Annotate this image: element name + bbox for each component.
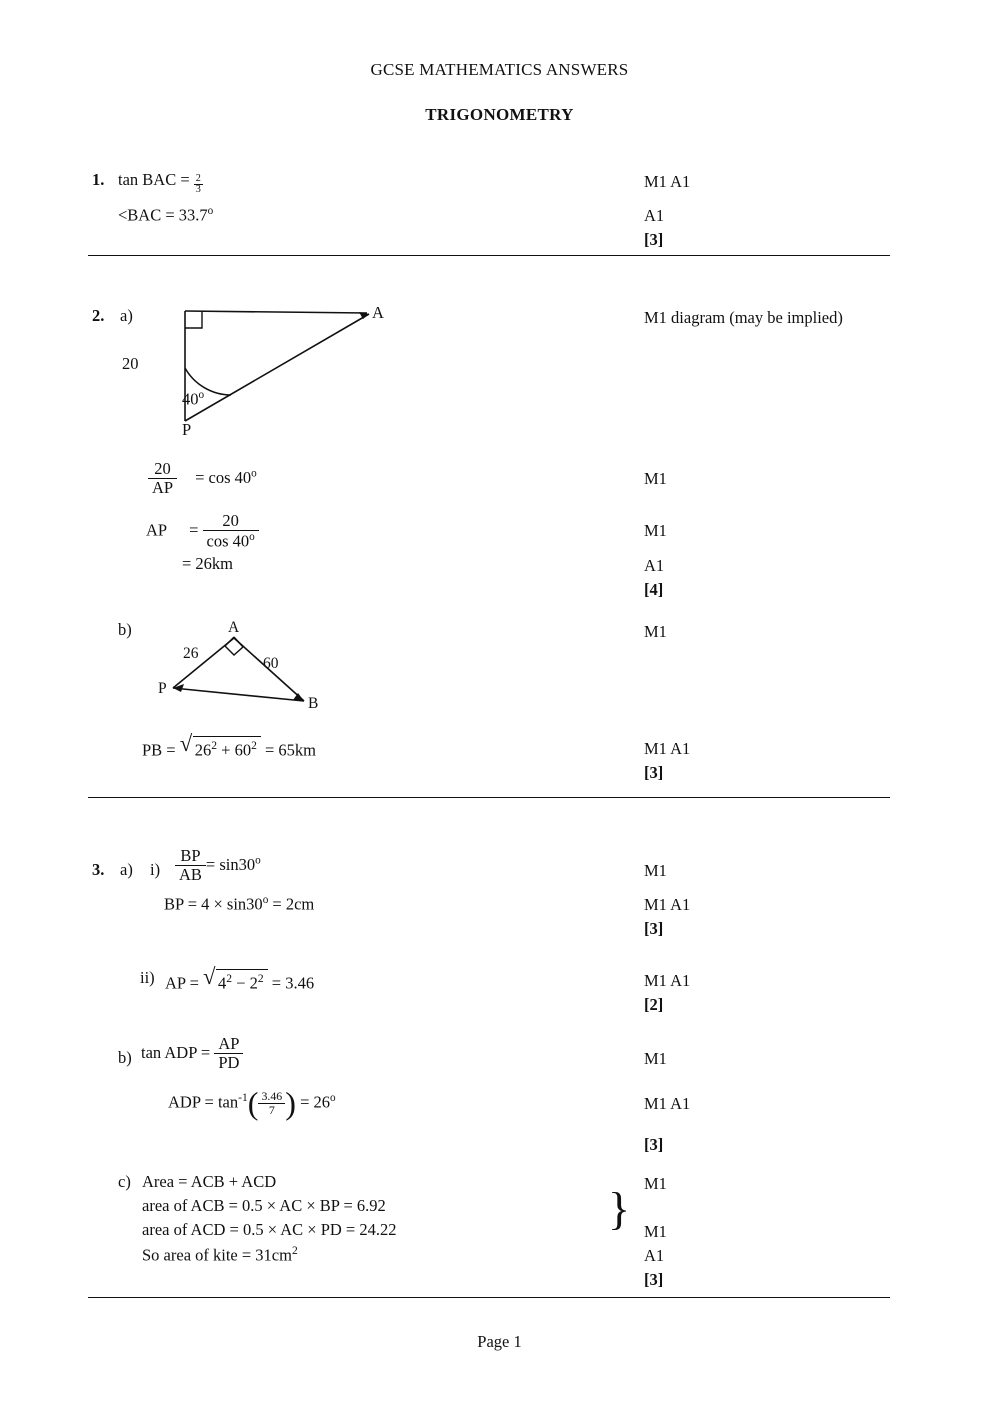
q2a-mark-total: [4] bbox=[644, 579, 664, 599]
q3b-line2-power: -1 bbox=[238, 1091, 248, 1104]
q3ai-rhs: = sin30 bbox=[205, 854, 256, 874]
q2a-work-line1 bbox=[148, 460, 257, 498]
q1-fraction-numerator: 2 bbox=[195, 172, 201, 184]
q1-degree-symbol: o bbox=[207, 205, 214, 217]
q3b-inner-fraction-denominator: 7 bbox=[258, 1103, 285, 1117]
q3b-lead: tan ADP = bbox=[141, 1042, 215, 1062]
q2a-triangle-diagram bbox=[122, 298, 400, 439]
q3ai-mark-total: [3] bbox=[644, 918, 664, 938]
q3c-mark-m1-a: M1 bbox=[644, 1174, 667, 1193]
q1-mark-1: M1 A1 bbox=[644, 172, 691, 191]
q3b-line2 bbox=[168, 1084, 336, 1121]
q2a-fraction-2 bbox=[203, 512, 259, 551]
q3ai-rhs-degree: o bbox=[255, 854, 261, 867]
q1-fraction bbox=[194, 174, 203, 196]
q3b-mark-m1-a1: M1 A1 bbox=[644, 1094, 691, 1113]
q3aii-mark-total: [2] bbox=[644, 994, 664, 1014]
q2b-label-B: B bbox=[308, 695, 319, 712]
q3aii-rad-a: 4 bbox=[218, 973, 227, 993]
q2a-fraction-1-numerator: 20 bbox=[154, 459, 171, 478]
q3aii-tail: = 3.46 bbox=[267, 973, 315, 993]
divider-3 bbox=[88, 1297, 890, 1298]
q2b-work-tail: = 65km bbox=[260, 740, 317, 760]
q2b-work-line bbox=[142, 731, 317, 761]
q1-line1-lead: tan BAC = bbox=[118, 170, 194, 189]
q2a-fraction-2-numerator: 20 bbox=[222, 511, 239, 530]
q3ai-mark-m1-a1: M1 A1 bbox=[644, 895, 691, 914]
q2a-fraction-2-degree: o bbox=[249, 531, 255, 544]
q3ai-line2-tail: = 2cm bbox=[268, 894, 315, 914]
q3b-line2-lead: ADP = tan bbox=[168, 1092, 239, 1112]
q3aii-rad-minus: − bbox=[232, 973, 250, 993]
q2a-mark-1: M1 diagram (may be implied) bbox=[644, 308, 843, 327]
q3b-paren-group bbox=[247, 1084, 296, 1121]
q3c-line1: Area = ACB + ACD bbox=[142, 1172, 277, 1191]
q3ai-line2-degree: o bbox=[262, 894, 269, 906]
q3aii-rad-b: 2 bbox=[249, 973, 258, 993]
divider-1 bbox=[88, 255, 890, 256]
q2b-radical-body bbox=[193, 736, 261, 761]
q2a-label-P: P bbox=[182, 420, 192, 439]
q3b-line1 bbox=[141, 1035, 243, 1073]
q2a-work-line1-degree: o bbox=[251, 467, 257, 480]
q3ai-fraction-numerator: BP bbox=[180, 846, 201, 865]
q2b-label-A: A bbox=[228, 619, 240, 636]
q2b-triangle-diagram bbox=[150, 612, 350, 717]
q3c-mark-total: [3] bbox=[644, 1269, 664, 1289]
q2b-mark-total: [3] bbox=[644, 762, 664, 782]
q2a-work-line3: = 26km bbox=[182, 554, 234, 573]
q2a-work-mark-2 bbox=[644, 519, 667, 543]
q2a-work-mark-1 bbox=[644, 467, 667, 491]
q2b-rad-plus: + bbox=[217, 740, 235, 760]
q3b-mark-m1: M1 bbox=[644, 1049, 667, 1068]
q2a-angle-degree-symbol: o bbox=[198, 389, 205, 401]
q3b-inner-fraction bbox=[258, 1090, 285, 1117]
q2-part-a-label: a) bbox=[120, 306, 133, 325]
q2a-work-mark-3 bbox=[644, 554, 664, 602]
q3-part-a-i-label: i) bbox=[150, 860, 161, 879]
q2a-fraction-1-denominator: AP bbox=[148, 478, 177, 497]
q2b-marks bbox=[644, 620, 667, 644]
page-footer: Page 1 bbox=[477, 1332, 522, 1351]
page-title: GCSE MATHEMATICS ANSWERS bbox=[370, 60, 629, 79]
q2b-radical-sign: √ bbox=[179, 731, 193, 756]
q3ai-fraction-denominator: AB bbox=[175, 865, 206, 884]
q2a-fraction-2-denominator: cos 40$^o$ bbox=[203, 530, 259, 551]
q2b-work-lead: PB = bbox=[142, 740, 180, 760]
q1-line2 bbox=[118, 204, 213, 226]
q3aii-marks bbox=[644, 969, 690, 1017]
q2a-marks bbox=[644, 306, 843, 330]
q1-marks bbox=[644, 170, 690, 252]
q2a-work-line1-rhs: = cos 40 bbox=[195, 467, 252, 487]
q3-number: 3. bbox=[92, 860, 105, 879]
divider-2 bbox=[88, 797, 890, 798]
q2a-mark-m1-b: M1 bbox=[644, 521, 667, 540]
q3b-line2-tail: = 26 bbox=[295, 1092, 331, 1112]
q3b-inner-fraction-numerator: 3.46 bbox=[261, 1089, 283, 1103]
q2b-mark-m1: M1 bbox=[644, 622, 667, 641]
q2a-label-20: 20 bbox=[122, 354, 139, 373]
q2b-label-26: 26 bbox=[183, 645, 199, 662]
q3aii-lead: AP = bbox=[165, 973, 204, 993]
q3b-mark-total: [3] bbox=[644, 1135, 664, 1154]
q3aii-rad-b-power: 2 bbox=[257, 973, 264, 985]
q3c-line2: area of ACB = 0.5 × AC × BP = 6.92 bbox=[142, 1196, 386, 1215]
q3c-line4-lead: So area of kite = 31cm bbox=[142, 1245, 292, 1265]
q3c-mark-a1: A1 bbox=[644, 1245, 665, 1265]
q3c-line3: area of ACD = 0.5 × AC × PD = 24.22 bbox=[142, 1220, 397, 1239]
q1-mark-total: [3] bbox=[644, 229, 664, 249]
q2a-fraction-1 bbox=[148, 460, 177, 498]
q3b-mark-total-wrap bbox=[644, 1133, 663, 1157]
q2b-work-marks bbox=[644, 737, 690, 785]
q1-line2-text: <BAC = 33.7 bbox=[118, 205, 208, 225]
q2a-mark-m1-a: M1 bbox=[644, 469, 667, 488]
q3ai-line1 bbox=[175, 847, 261, 885]
q2a-label-angle: 40$^o$ bbox=[182, 389, 205, 409]
q1-mark-2: A1 bbox=[644, 205, 665, 225]
q2b-rad-b: 60 bbox=[234, 740, 252, 760]
q2b-rad-a-power: 2 bbox=[211, 740, 218, 752]
q3c-brace: } bbox=[608, 1183, 631, 1234]
q1-fraction-denominator: 3 bbox=[195, 184, 201, 196]
q3b-line2-degree: o bbox=[330, 1091, 336, 1104]
q2b-rad-b-power: 2 bbox=[251, 740, 257, 752]
q3c-line4-power: 2 bbox=[291, 1245, 298, 1257]
q2-number: 2. bbox=[92, 306, 105, 325]
q2-part-b-label: b) bbox=[118, 620, 132, 639]
q1-number: 1. bbox=[92, 170, 105, 189]
q3ai-fraction bbox=[175, 847, 206, 885]
q3b-fraction bbox=[214, 1035, 243, 1073]
q3aii-line bbox=[165, 964, 315, 994]
q3-part-b-label: b) bbox=[118, 1048, 132, 1067]
q3c-line4 bbox=[142, 1244, 298, 1266]
q3-part-a-label: a) bbox=[120, 860, 133, 879]
q3b-mark-2 bbox=[644, 1092, 690, 1116]
q2b-label-60: 60 bbox=[263, 655, 279, 672]
q3aii-radical-body bbox=[216, 969, 268, 994]
q3b-mark-1 bbox=[644, 1047, 667, 1071]
q1-line1 bbox=[118, 170, 203, 196]
q3ai-line2-lead: BP = 4 × sin30 bbox=[164, 894, 263, 914]
q3b-fraction-numerator: AP bbox=[218, 1034, 240, 1053]
q3c-marks-rest bbox=[644, 1220, 667, 1292]
q2b-rad-a: 26 bbox=[194, 740, 212, 760]
q3ai-mark-m1: M1 bbox=[644, 861, 667, 880]
q3aii-mark-m1-a1: M1 A1 bbox=[644, 971, 691, 990]
q3ai-line2 bbox=[164, 893, 314, 915]
q2b-label-P: P bbox=[158, 680, 167, 697]
q3b-paren-right: ) bbox=[285, 1084, 296, 1121]
q3aii-rad-a-power: 2 bbox=[226, 973, 233, 985]
q3ai-mark-1 bbox=[644, 859, 667, 883]
q2a-work-line2-lhs: AP bbox=[146, 520, 168, 540]
q2a-work-line2-eq: = bbox=[189, 520, 199, 540]
q3b-fraction-denominator: PD bbox=[214, 1053, 243, 1072]
page-subtitle: TRIGONOMETRY bbox=[425, 105, 574, 124]
q2b-radical bbox=[179, 731, 261, 761]
q3-part-c-label: c) bbox=[118, 1172, 131, 1191]
q3-part-a-ii-label: ii) bbox=[140, 968, 155, 987]
q3c-mark-1 bbox=[644, 1172, 667, 1196]
q3b-paren-left: ( bbox=[247, 1084, 259, 1121]
q3aii-radical-sign: √ bbox=[203, 964, 216, 989]
q3ai-mark-2 bbox=[644, 893, 690, 941]
q2a-mark-a1: A1 bbox=[644, 556, 665, 575]
q3c-mark-m1-b: M1 bbox=[644, 1222, 667, 1241]
q3aii-radical bbox=[203, 964, 268, 994]
q2a-label-A: A bbox=[372, 303, 384, 322]
q2a-work-line2 bbox=[146, 512, 259, 551]
q2b-mark-m1-a1: M1 A1 bbox=[644, 739, 691, 758]
